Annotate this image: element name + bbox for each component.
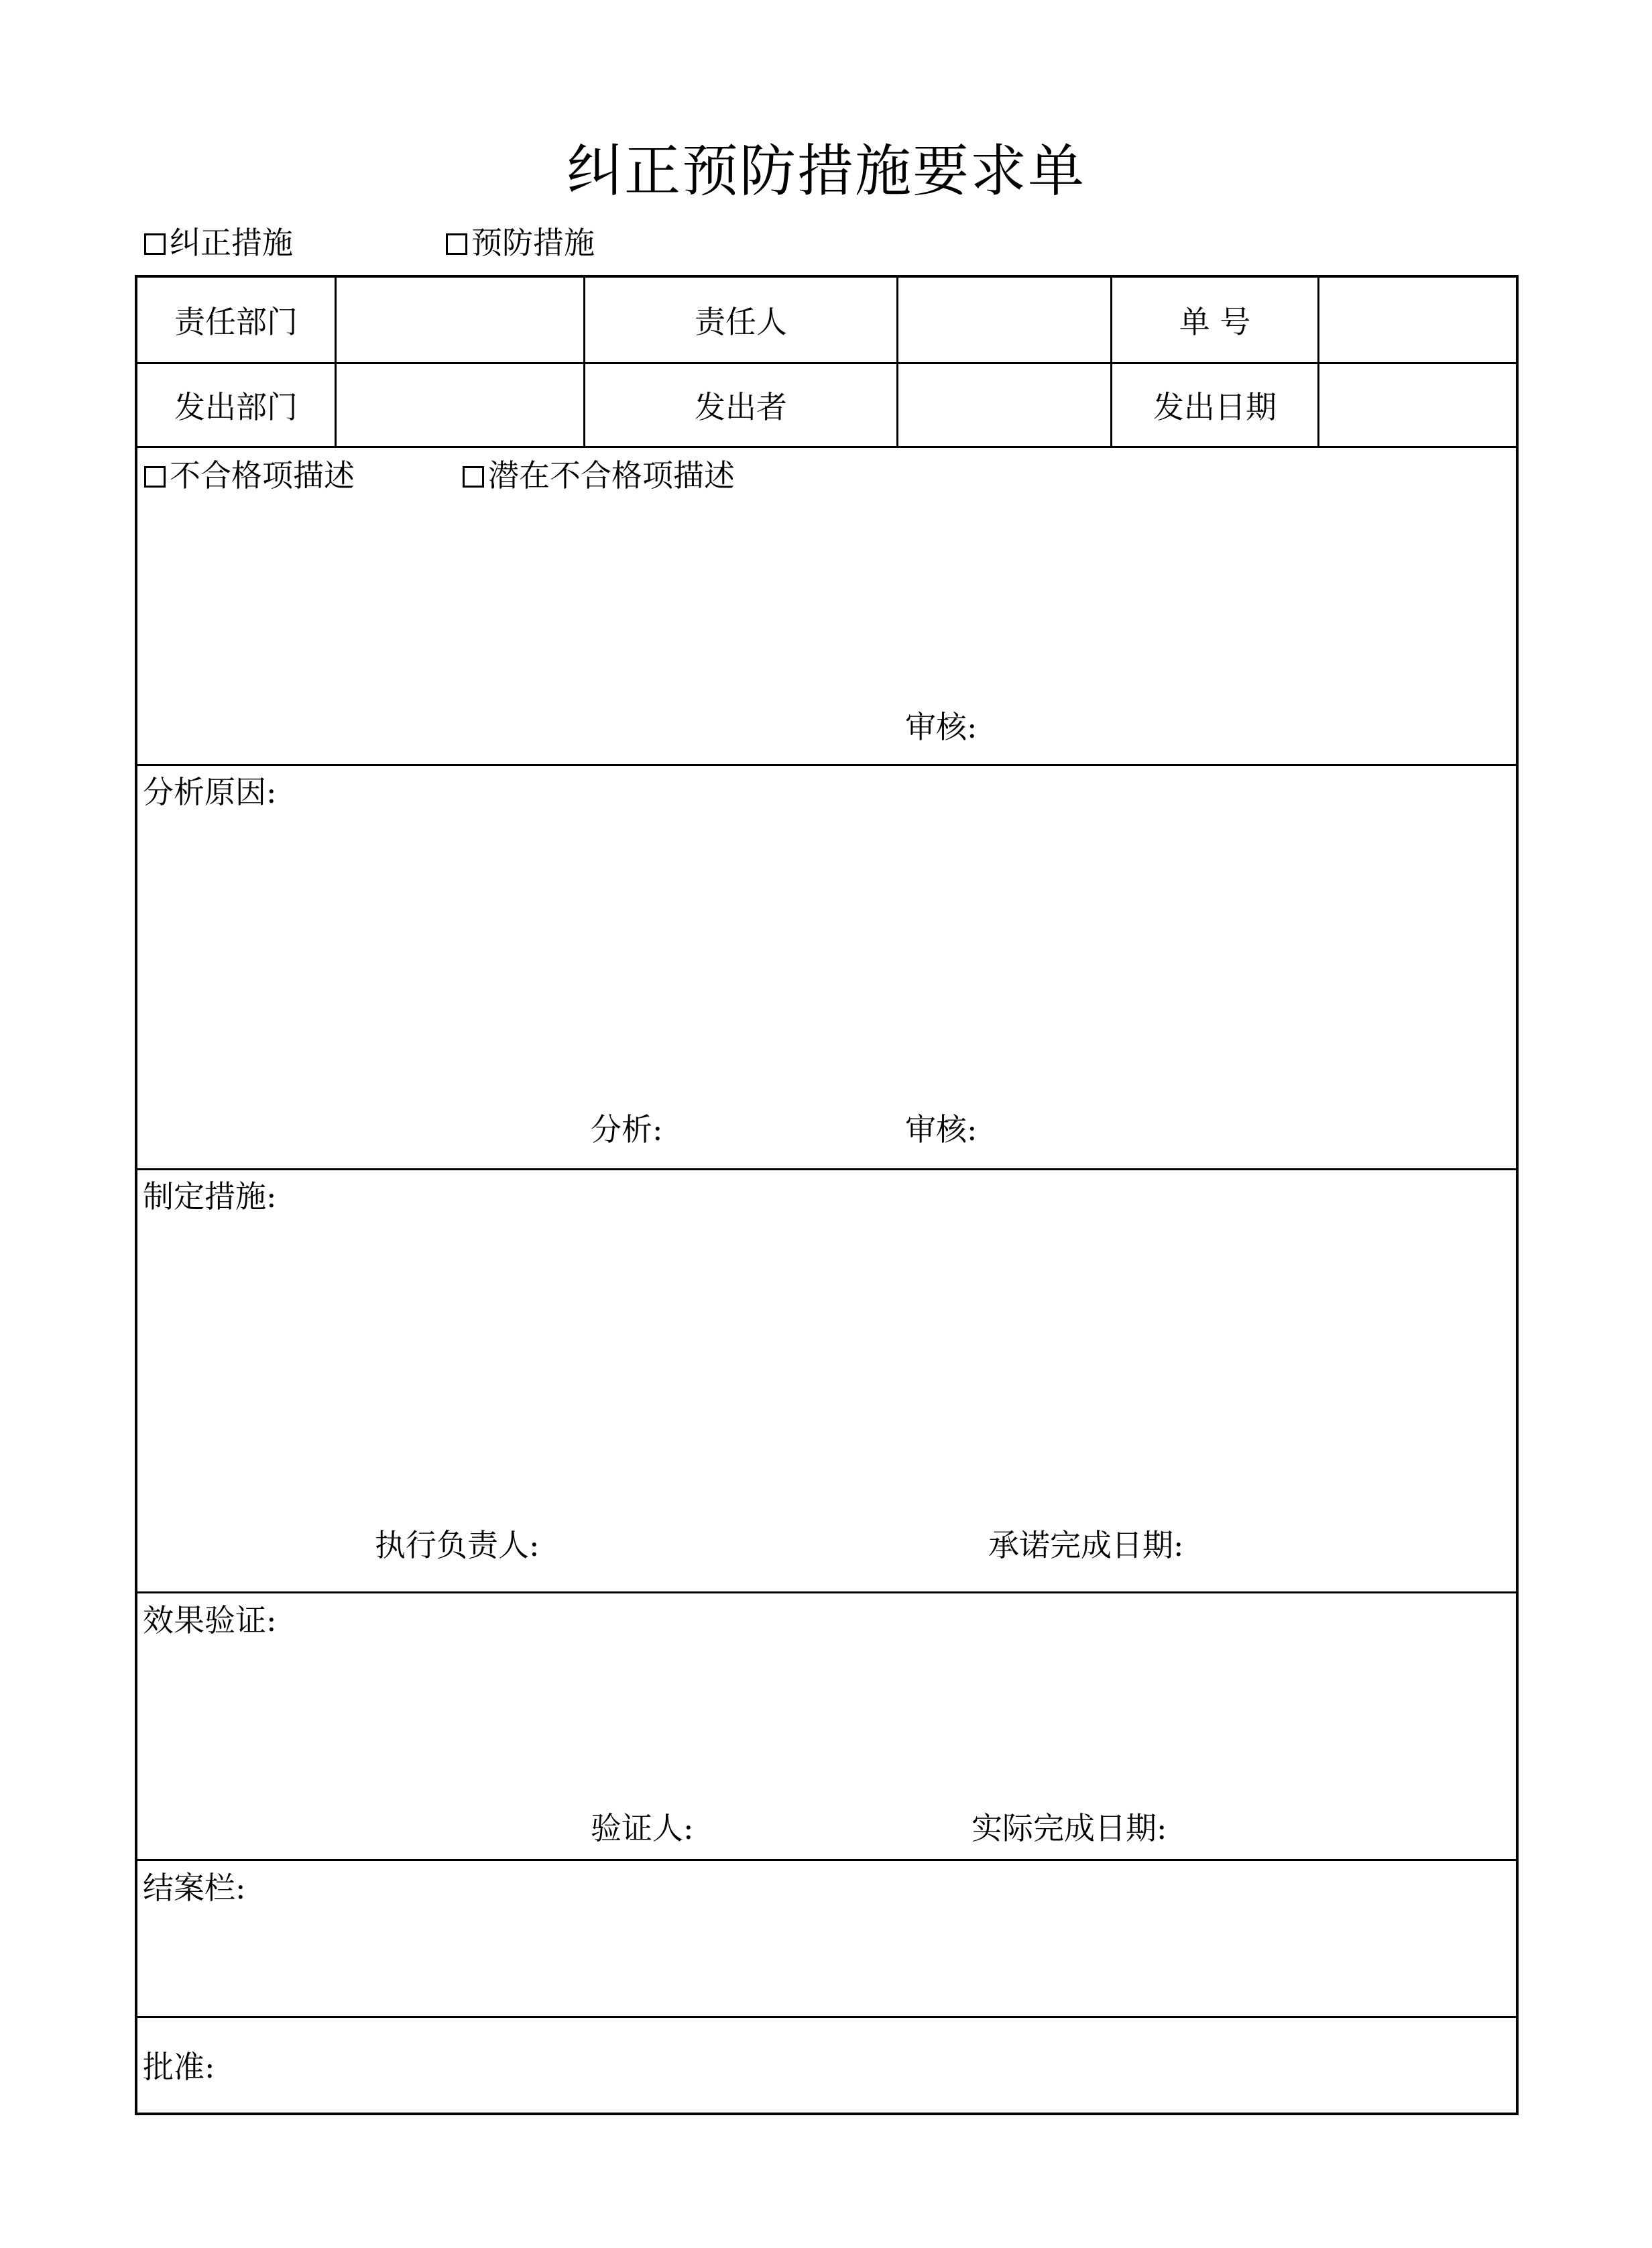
measures-label: 制定措施: — [143, 1178, 277, 1215]
corrective-action-option[interactable] — [144, 223, 293, 263]
issuing-dept-label: 发出部门 — [174, 389, 298, 425]
issuer-field[interactable] — [898, 364, 1110, 446]
form-number-label: 单 号 — [1179, 304, 1251, 340]
execution-owner-label: 执行负责人: — [375, 1527, 540, 1563]
analysis-review-label: 审核: — [905, 1111, 978, 1147]
potential-nonconformity-label: 潜在不合格项描述 — [488, 457, 735, 494]
page-title: 纠正预防措施要求单 — [566, 138, 1085, 204]
description-review-label: 审核: — [905, 709, 978, 745]
responsible-dept-label: 责任部门 — [174, 304, 298, 340]
issue-date-label: 发出日期 — [1153, 389, 1277, 425]
preventive-action-label: 预防措施 — [471, 225, 595, 261]
promised-completion-date-label: 承诺完成日期: — [988, 1527, 1184, 1563]
request-form — [135, 275, 1519, 2115]
section-divider — [137, 1859, 1516, 1861]
verifier-label: 验证人: — [591, 1810, 694, 1846]
section-divider — [137, 1591, 1516, 1593]
preventive-action-checkbox[interactable] — [446, 233, 467, 255]
responsible-dept-field[interactable] — [337, 278, 583, 362]
potential-nonconformity-checkbox[interactable] — [463, 466, 484, 488]
responsible-person-field[interactable] — [898, 278, 1110, 362]
nonconformity-checkbox[interactable] — [144, 466, 166, 488]
form-number-field[interactable] — [1319, 278, 1516, 362]
nonconformity-label: 不合格项描述 — [170, 457, 355, 494]
actual-completion-date-label: 实际完成日期: — [971, 1810, 1167, 1846]
section-divider — [137, 2016, 1516, 2018]
effect-verification-label: 效果验证: — [143, 1602, 277, 1638]
potential-nonconformity-option[interactable] — [463, 455, 735, 496]
responsible-person-label: 责任人 — [695, 304, 787, 340]
issuer-label: 发出者 — [695, 389, 787, 425]
issue-date-field[interactable] — [1319, 364, 1516, 446]
preventive-action-option[interactable] — [446, 223, 595, 263]
analysis-cause-label: 分析原因: — [143, 774, 277, 810]
section-divider — [137, 764, 1516, 766]
corrective-action-checkbox[interactable] — [144, 233, 166, 255]
section-divider — [137, 1168, 1516, 1170]
issuing-dept-field[interactable] — [337, 364, 583, 446]
row-divider — [137, 446, 1516, 448]
corrective-action-label: 纠正措施 — [170, 225, 293, 261]
case-closure-label: 结案栏: — [143, 1870, 246, 1906]
approval-label: 批准: — [143, 2049, 215, 2085]
analyst-label: 分析: — [591, 1111, 663, 1147]
nonconformity-option[interactable] — [144, 455, 355, 496]
